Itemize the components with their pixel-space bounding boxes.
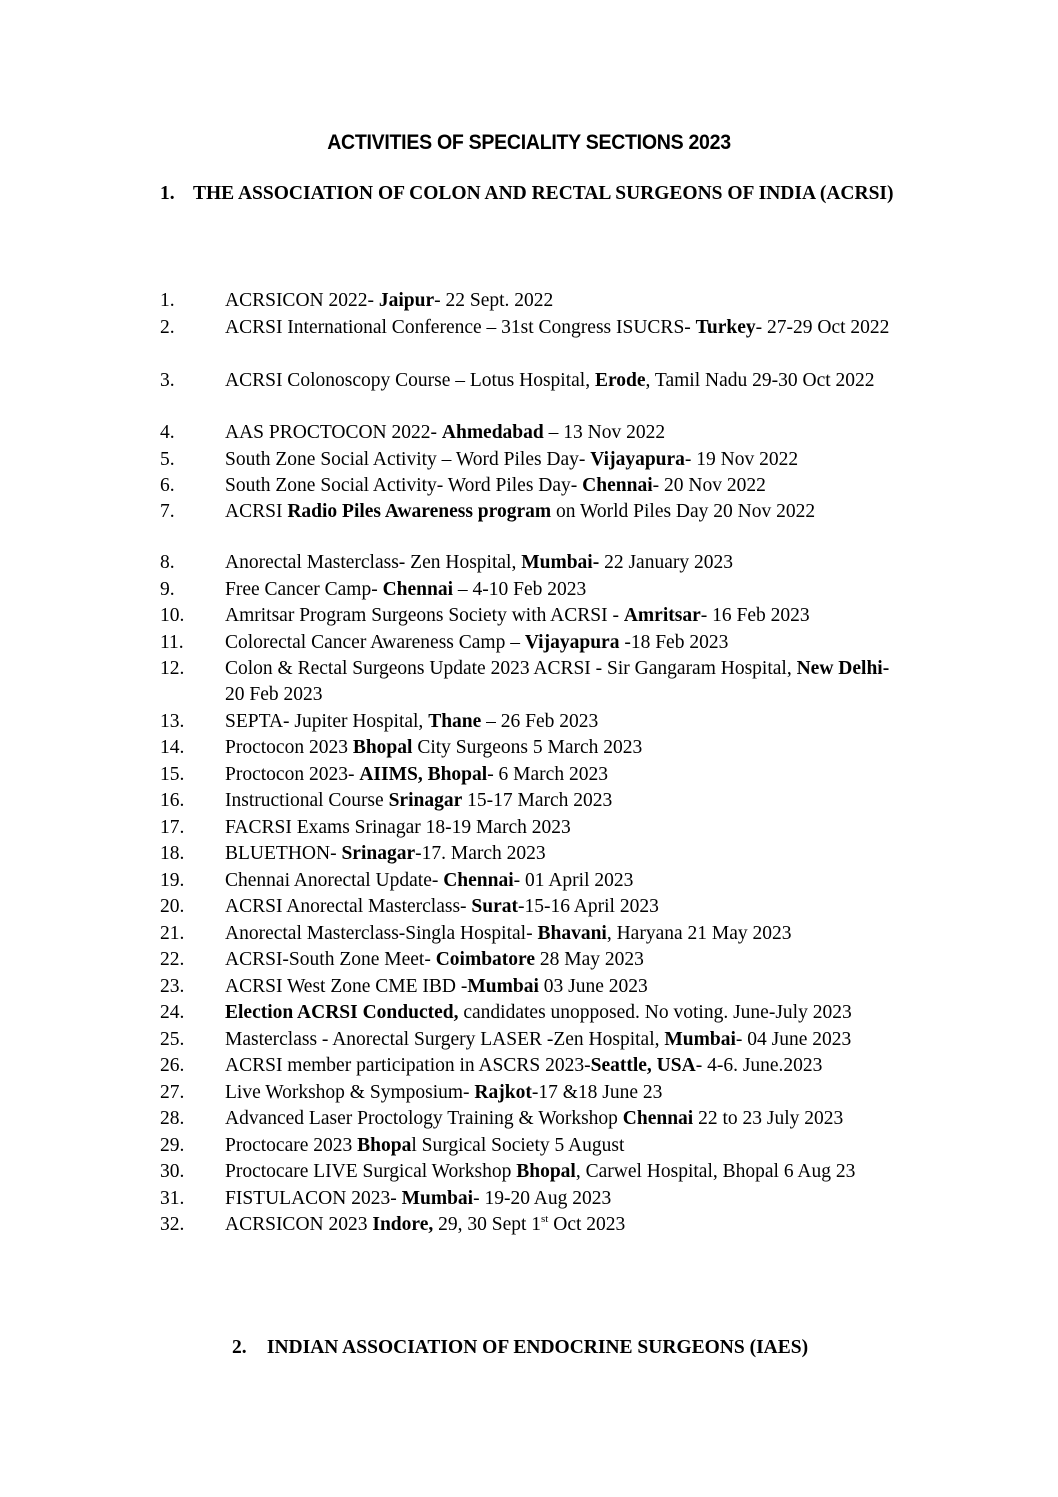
- bold-text: Amritsar: [623, 605, 701, 626]
- item-text: [225, 815, 925, 841]
- item-text: [225, 921, 925, 947]
- text-segment: , Haryana 21 May 2023: [606, 923, 792, 944]
- text-segment: 29, 30 Sept 1: [433, 1214, 542, 1235]
- item-number: 25.: [160, 1029, 185, 1050]
- item-number: 14.: [160, 737, 185, 758]
- bold-text: Bhavani: [537, 923, 607, 944]
- text-segment: Chennai Anorectal Update-: [225, 870, 444, 891]
- bold-text: Ahmedabad: [441, 422, 544, 443]
- item-number: 4.: [160, 422, 175, 443]
- item-number: 23.: [160, 976, 185, 997]
- text-segment: -18 Feb 2023: [619, 632, 729, 653]
- item-text: [225, 1212, 925, 1238]
- bold-text: Mumbai: [467, 976, 539, 997]
- item-text: [225, 709, 925, 735]
- item-text: [225, 368, 925, 394]
- text-segment: on World Piles Day 20 Nov 2022: [551, 501, 816, 522]
- bold-text: Vijayapura: [590, 449, 685, 470]
- item-text: [225, 473, 925, 499]
- item-text: [225, 630, 925, 656]
- item-number: 22.: [160, 949, 185, 970]
- bold-text: Vijayapura: [524, 632, 620, 653]
- bold-text: Bhopal: [516, 1161, 576, 1182]
- item-text: [225, 420, 925, 446]
- bold-text: Chennai: [622, 1108, 694, 1129]
- text-segment: -17 &18 June 23: [531, 1082, 663, 1103]
- text-segment: ACRSI member participation in ASCRS 2023-: [225, 1055, 591, 1076]
- text-segment: , Tamil Nadu 29-30 Oct 2022: [645, 370, 875, 391]
- text-segment: Proctocare 2023: [225, 1135, 358, 1156]
- section-number: 1.: [160, 183, 175, 204]
- item-text: [225, 1080, 925, 1106]
- text-segment: Proctocare LIVE Surgical Workshop: [225, 1161, 517, 1182]
- text-segment: -17. March 2023: [415, 843, 546, 864]
- bold-text: Coimbatore: [435, 949, 535, 970]
- bold-text: Mumbai: [664, 1029, 736, 1050]
- item-text: [225, 735, 925, 761]
- item-number: 6.: [160, 475, 175, 496]
- item-number: 11.: [160, 632, 184, 653]
- item-number: 29.: [160, 1135, 185, 1156]
- item-number: 20.: [160, 896, 185, 917]
- bold-text: Erode: [594, 370, 646, 391]
- item-text: [225, 974, 925, 1000]
- item-text: [225, 788, 925, 814]
- bold-text: Seattle, USA: [590, 1055, 696, 1076]
- bold-text: Jaipur: [378, 290, 435, 311]
- item-text: [225, 947, 925, 973]
- item-number: 10.: [160, 605, 185, 626]
- bold-text: Thane: [428, 711, 482, 732]
- text-segment: Instructional Course: [225, 790, 389, 811]
- item-number: 13.: [160, 711, 185, 732]
- item-text: [225, 1133, 925, 1159]
- text-segment: 22 January 2023: [599, 552, 733, 573]
- text-segment: - 6 March 2023: [487, 764, 608, 785]
- item-number: 30.: [160, 1161, 185, 1182]
- text-segment: ACRSI-South Zone Meet-: [225, 949, 436, 970]
- bold-text: AIIMS, Bhopal: [359, 764, 488, 785]
- bold-text: Election ACRSI Conducted,: [225, 1002, 459, 1023]
- item-text: [225, 868, 925, 894]
- bold-text: Indore,: [372, 1214, 434, 1235]
- item-text: [225, 577, 925, 603]
- item-number: 18.: [160, 843, 185, 864]
- bold-text: Bhopal: [352, 737, 413, 758]
- text-segment: - 16 Feb 2023: [700, 605, 810, 626]
- bold-text: Bhopa: [357, 1135, 412, 1156]
- item-number: 26.: [160, 1055, 185, 1076]
- item-text: [225, 1000, 925, 1026]
- bold-text: Chennai: [382, 579, 454, 600]
- item-number: 16.: [160, 790, 185, 811]
- bold-text: Chennai: [443, 870, 514, 891]
- text-segment: - 19 Nov 2022: [684, 449, 799, 470]
- item-number: 27.: [160, 1082, 185, 1103]
- item-text: [225, 1027, 925, 1053]
- text-segment: ACRSI Colonoscopy Course – Lotus Hospital,: [225, 370, 595, 391]
- text-segment: ACRSI West Zone CME IBD -: [225, 976, 468, 997]
- bold-text: Radio Piles Awareness program: [287, 501, 552, 522]
- text-segment: - 19-20 Aug 2023: [473, 1188, 612, 1209]
- bold-text: New Delhi-: [796, 658, 890, 679]
- text-segment: – 4-10 Feb 2023: [453, 579, 587, 600]
- text-segment: South Zone Social Activity- Word Piles Day-: [225, 475, 583, 496]
- page-title: ACTIVITIES OF SPECIALITY SECTIONS 2023: [327, 131, 731, 154]
- item-number: 8.: [160, 552, 175, 573]
- bold-text: Surat: [471, 896, 519, 917]
- item-number: 2.: [160, 317, 175, 338]
- item-number: 5.: [160, 449, 175, 470]
- text-segment: – 13 Nov 2022: [543, 422, 666, 443]
- item-text: [225, 499, 925, 525]
- text-segment: 20 Feb 2023: [225, 658, 909, 706]
- text-segment: ACRSICON 2023: [225, 1214, 373, 1235]
- text-segment: l Surgical Society 5 August: [411, 1135, 625, 1156]
- bold-text: Rajkot: [474, 1082, 532, 1103]
- item-number: 31.: [160, 1188, 185, 1209]
- text-segment: -15-16 April 2023: [518, 896, 659, 917]
- text-segment: Colorectal Cancer Awareness Camp –: [225, 632, 525, 653]
- item-text: [225, 894, 925, 920]
- text-segment: Live Workshop & Symposium-: [225, 1082, 475, 1103]
- text-segment: South Zone Social Activity – Word Piles Day-: [225, 449, 591, 470]
- item-number: 32.: [160, 1214, 185, 1235]
- bold-text: Turkey: [695, 317, 756, 338]
- text-segment: - 22 Sept. 2022: [434, 290, 554, 311]
- section-heading-acrsi: [160, 181, 920, 207]
- item-text: [225, 603, 925, 629]
- text-segment: Oct 2023: [548, 1214, 626, 1235]
- text-segment: 03 June 2023: [538, 976, 648, 997]
- text-segment: - 04 June 2023: [735, 1029, 852, 1050]
- item-text: [225, 841, 925, 867]
- section-heading-iaes: [232, 1335, 912, 1361]
- bold-text: Mumbai: [401, 1188, 474, 1209]
- text-segment: ACRSICON 2022-: [225, 290, 379, 311]
- text-segment: 28 May 2023: [535, 949, 644, 970]
- text-segment: Free Cancer Camp-: [225, 579, 383, 600]
- text-segment: City Surgeons 5 March 2023: [412, 737, 643, 758]
- item-text: [225, 550, 925, 576]
- text-segment: - 27-29 Oct 2022: [755, 317, 890, 338]
- item-number: 3.: [160, 370, 175, 391]
- item-text: [225, 288, 925, 314]
- item-number: 1.: [160, 290, 175, 311]
- text-segment: FISTULACON 2023-: [225, 1188, 402, 1209]
- item-text: [225, 315, 925, 341]
- item-number: 15.: [160, 764, 185, 785]
- text-segment: Anorectal Masterclass- Zen Hospital,: [225, 552, 522, 573]
- text-segment: Advanced Laser Proctology Training & Workshop: [225, 1108, 623, 1129]
- section-number: 2.: [232, 1337, 247, 1358]
- item-number: 19.: [160, 870, 185, 891]
- superscript-text: st: [541, 1213, 549, 1225]
- item-text: [225, 1106, 925, 1132]
- text-segment: SEPTA- Jupiter Hospital,: [225, 711, 429, 732]
- text-segment: FACRSI Exams Srinagar 18-19 March 2023: [225, 817, 571, 838]
- text-segment: candidates unopposed. No voting. June-July 2023: [458, 1002, 852, 1023]
- text-segment: , Carwel Hospital, Bhopal 6 Aug 23: [575, 1161, 856, 1182]
- item-text: [225, 1159, 925, 1185]
- text-segment: Amritsar Program Surgeons Society with ACRSI -: [225, 605, 624, 626]
- item-number: 7.: [160, 501, 175, 522]
- bold-text: Mumbai-: [521, 552, 600, 573]
- item-text: [225, 1186, 925, 1212]
- item-number: 17.: [160, 817, 185, 838]
- text-segment: ACRSI International Conference – 31st Congress ISUCRS-: [225, 317, 696, 338]
- item-text: [225, 762, 925, 788]
- text-segment: - 4-6. June.2023: [695, 1055, 823, 1076]
- bold-text: Chennai: [582, 475, 653, 496]
- text-segment: ACRSI: [225, 501, 288, 522]
- item-number: 12.: [160, 658, 185, 679]
- item-text: [225, 656, 925, 709]
- text-segment: Proctocon 2023: [225, 737, 353, 758]
- item-number: 9.: [160, 579, 175, 600]
- text-segment: - 01 April 2023: [513, 870, 634, 891]
- item-text: [225, 447, 925, 473]
- text-segment: 15-17 March 2023: [462, 790, 613, 811]
- text-segment: Anorectal Masterclass-Singla Hospital-: [225, 923, 538, 944]
- section-title: THE ASSOCIATION OF COLON AND RECTAL SURGEONS OF INDIA (ACRSI): [193, 183, 894, 204]
- text-segment: 22 to 23 July 2023: [693, 1108, 844, 1129]
- bold-text: Srinagar: [388, 790, 463, 811]
- text-segment: - 20 Nov 2022: [652, 475, 766, 496]
- section-title: INDIAN ASSOCIATION OF ENDOCRINE SURGEONS (IAES): [266, 1337, 809, 1358]
- text-segment: – 26 Feb 2023: [481, 711, 599, 732]
- text-segment: ACRSI Anorectal Masterclass-: [225, 896, 472, 917]
- item-text: [225, 1053, 925, 1079]
- item-number: 21.: [160, 923, 185, 944]
- text-segment: Proctocon 2023-: [225, 764, 360, 785]
- item-number: 28.: [160, 1108, 185, 1129]
- text-segment: AAS PROCTOCON 2022-: [225, 422, 442, 443]
- text-segment: Masterclass - Anorectal Surgery LASER -Zen Hospital,: [225, 1029, 665, 1050]
- bold-text: Srinagar: [341, 843, 416, 864]
- text-segment: BLUETHON-: [225, 843, 342, 864]
- item-number: 24.: [160, 1002, 185, 1023]
- text-segment: Colon & Rectal Surgeons Update 2023 ACRSI - Sir Gangaram Hospital,: [225, 658, 797, 679]
